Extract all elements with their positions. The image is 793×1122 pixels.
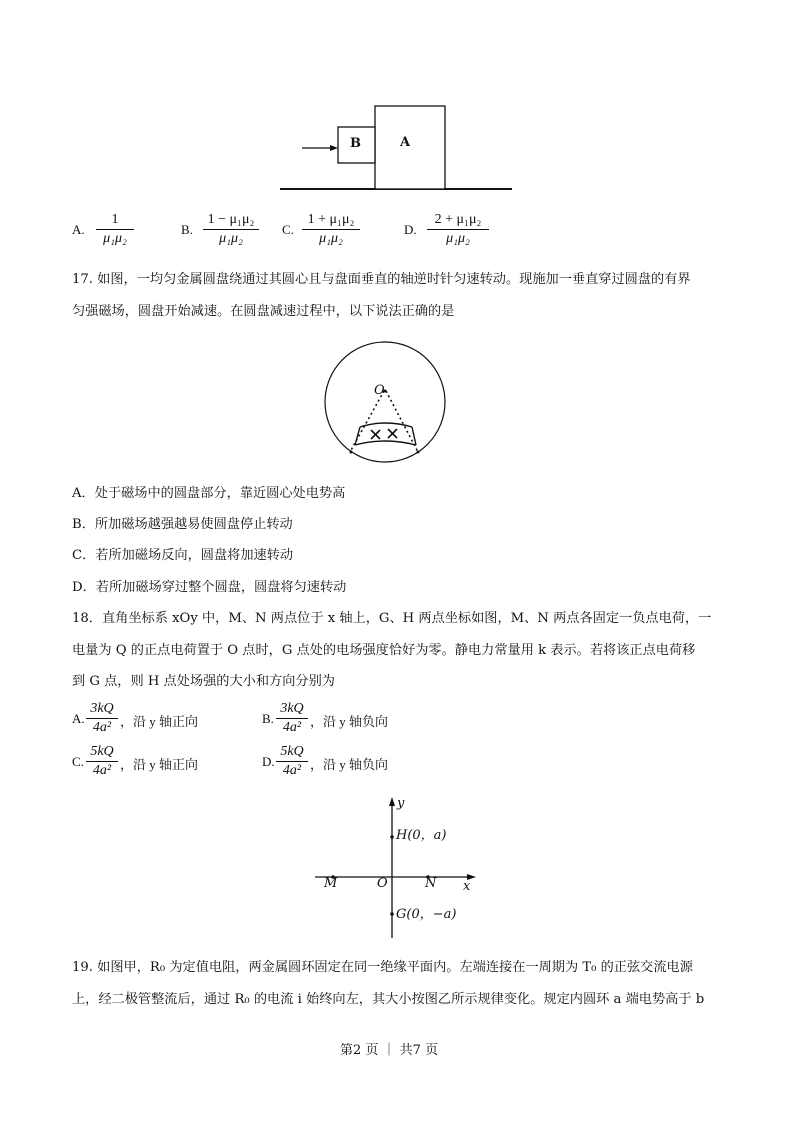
edge-dot-right bbox=[417, 451, 420, 454]
q16-option-d-letter: D. bbox=[404, 222, 417, 237]
g-point-label: G(0，−a) bbox=[396, 907, 457, 922]
field-region-inner-arc bbox=[360, 423, 412, 427]
metal-disk bbox=[325, 342, 445, 462]
q16-option-c-fraction: 1 + μ₁μ₂ μ₁μ₂ bbox=[302, 212, 360, 247]
point-h bbox=[390, 835, 394, 839]
disk-figure bbox=[322, 339, 448, 465]
q18-option-a-fraction: 3kQ 4a² bbox=[86, 701, 118, 736]
q17-option-c: C．若所加磁场反向，圆盘将加速转动 bbox=[72, 548, 294, 563]
h-point-label: H(0，a) bbox=[396, 828, 447, 843]
q18-option-d-letter: D. bbox=[262, 754, 275, 769]
blocks-figure bbox=[280, 100, 515, 195]
q17-option-b: B．所加磁场越强越易使圆盘停止转动 bbox=[72, 517, 293, 532]
q18-option-b-direction: ，沿 y 轴负向 bbox=[310, 714, 389, 729]
q17-stem-line2: 匀强磁场，圆盘开始减速。在圆盘减速过程中，以下说法正确的是 bbox=[72, 304, 455, 319]
y-axis-label: y bbox=[397, 796, 405, 811]
n-point-label: N bbox=[425, 876, 437, 891]
q18-option-d-fraction: 5kQ 4a² bbox=[276, 744, 308, 779]
point-g bbox=[390, 912, 394, 916]
m-point-label: M bbox=[324, 876, 338, 891]
q18-option-b-fraction: 3kQ 4a² bbox=[276, 701, 308, 736]
q18-stem-line2: 电量为 Q 的正点电荷置于 O 点时，G 点处的电场强度恰好为零。静电力常量用 k 表示。若将该正点电荷移 bbox=[72, 643, 696, 658]
q17-option-a: A．处于磁场中的圆盘部分，靠近圆心处电势高 bbox=[72, 486, 346, 501]
q18-option-c-fraction: 5kQ 4a² bbox=[86, 744, 118, 779]
magnetic-field-cross-1 bbox=[371, 430, 380, 439]
force-arrow-head bbox=[330, 145, 338, 151]
q18-stem-line3: 到 G 点，则 H 点处场强的大小和方向分别为 bbox=[72, 674, 335, 689]
q17-option-d: D．若所加磁场穿过整个圆盘，圆盘将匀速转动 bbox=[72, 580, 347, 595]
magnetic-field-cross-2 bbox=[388, 429, 397, 438]
q16-option-b-letter: B. bbox=[181, 222, 193, 237]
page-footer: 第2 页 ｜ 共7 页 bbox=[340, 1043, 439, 1058]
y-axis-arrow bbox=[389, 797, 395, 806]
q16-option-b-fraction: 1 − μ₁μ₂ μ₁μ₂ bbox=[203, 212, 259, 247]
q18-option-b-letter: B. bbox=[262, 711, 274, 726]
field-region-right-edge bbox=[412, 427, 416, 445]
q19-stem-line1: 19. 如图甲，R₀ 为定值电阻，两金属圆环固定在同一绝缘平面内。左端连接在一周期为 T₀ 的正弦交流电源 bbox=[72, 960, 693, 975]
q18-option-d-direction: ，沿 y 轴负向 bbox=[310, 757, 389, 772]
q16-option-a-letter: A. bbox=[72, 222, 85, 237]
disk-center-label: O bbox=[374, 383, 385, 398]
q18-stem-line1: 18．直角坐标系 xOy 中，M、N 两点位于 x 轴上，G、H 两点坐标如图，M、N 两点各固定一负点电荷，一 bbox=[72, 611, 712, 626]
q18-option-a-letter: A. bbox=[72, 711, 85, 726]
o-point-label: O bbox=[377, 876, 388, 891]
edge-dot-left bbox=[350, 451, 353, 454]
block-b-label: B bbox=[350, 136, 361, 151]
q19-stem-line2: 上，经二极管整流后，通过 R₀ 的电流 i 始终向左，其大小按图乙所示规律变化。规定内圆环 a 端电势高于 b bbox=[72, 992, 705, 1007]
q16-option-d-fraction: 2 + μ₁μ₂ μ₁μ₂ bbox=[427, 212, 489, 247]
x-axis-label: x bbox=[463, 879, 471, 894]
q18-option-a-direction: ，沿 y 轴正向 bbox=[120, 714, 199, 729]
field-region-outer-arc bbox=[355, 441, 416, 445]
q16-option-a-fraction: 1 μ₁μ₂ bbox=[96, 212, 134, 247]
q17-stem-line1: 17. 如图，一均匀金属圆盘绕通过其圆心且与盘面垂直的轴逆时针匀速转动。现施加一垂直穿过圆盘的有界 bbox=[72, 272, 691, 287]
q18-option-c-direction: ，沿 y 轴正向 bbox=[120, 757, 199, 772]
q18-option-c-letter: C. bbox=[72, 754, 84, 769]
block-a-label: A bbox=[400, 135, 411, 150]
q16-option-c-letter: C. bbox=[282, 222, 294, 237]
